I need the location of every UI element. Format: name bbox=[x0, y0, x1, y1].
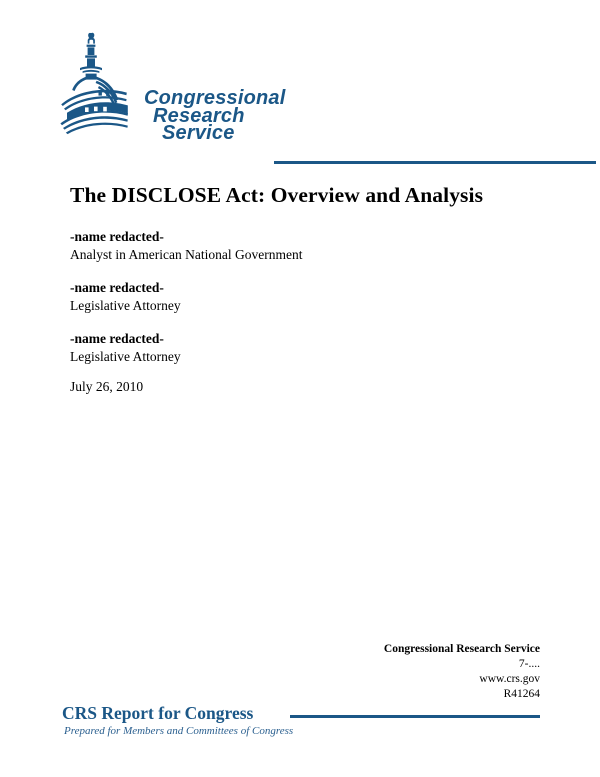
header-divider-rule bbox=[274, 161, 596, 164]
masthead bbox=[58, 30, 540, 148]
author-name: -name redacted- bbox=[70, 331, 164, 346]
crs-wordmark bbox=[144, 87, 344, 144]
author-list bbox=[70, 228, 490, 366]
wordmark-line-service: Service bbox=[162, 122, 235, 144]
page-title: The DISCLOSE Act: Overview and Analysis bbox=[70, 183, 484, 208]
author-role: Legislative Attorney bbox=[70, 298, 181, 313]
capitol-dome-icon bbox=[58, 30, 154, 142]
author-role: Legislative Attorney bbox=[70, 349, 181, 364]
author-role: Analyst in American National Government bbox=[70, 247, 303, 262]
agency-phone: 7-.... bbox=[518, 658, 540, 670]
report-number: R41264 bbox=[503, 688, 540, 700]
wordmark-line-research: Research bbox=[153, 104, 245, 127]
author-entry bbox=[70, 330, 490, 366]
agency-website: www.crs.gov bbox=[479, 673, 540, 685]
wordmark-line-congressional: Congressional bbox=[144, 87, 286, 109]
agency-info-block bbox=[240, 642, 540, 702]
author-name: -name redacted- bbox=[70, 280, 164, 295]
author-name: -name redacted- bbox=[70, 229, 164, 244]
author-entry bbox=[70, 279, 490, 315]
banner-subtitle: Prepared for Members and Committees of Congress bbox=[64, 725, 294, 737]
banner-title: CRS Report for Congress bbox=[62, 703, 254, 723]
banner-divider-rule bbox=[290, 715, 540, 718]
agency-name: Congressional Research Service bbox=[383, 643, 540, 655]
crs-report-banner bbox=[62, 703, 540, 745]
author-entry bbox=[70, 228, 490, 264]
publication-date: July 26, 2010 bbox=[70, 379, 144, 394]
